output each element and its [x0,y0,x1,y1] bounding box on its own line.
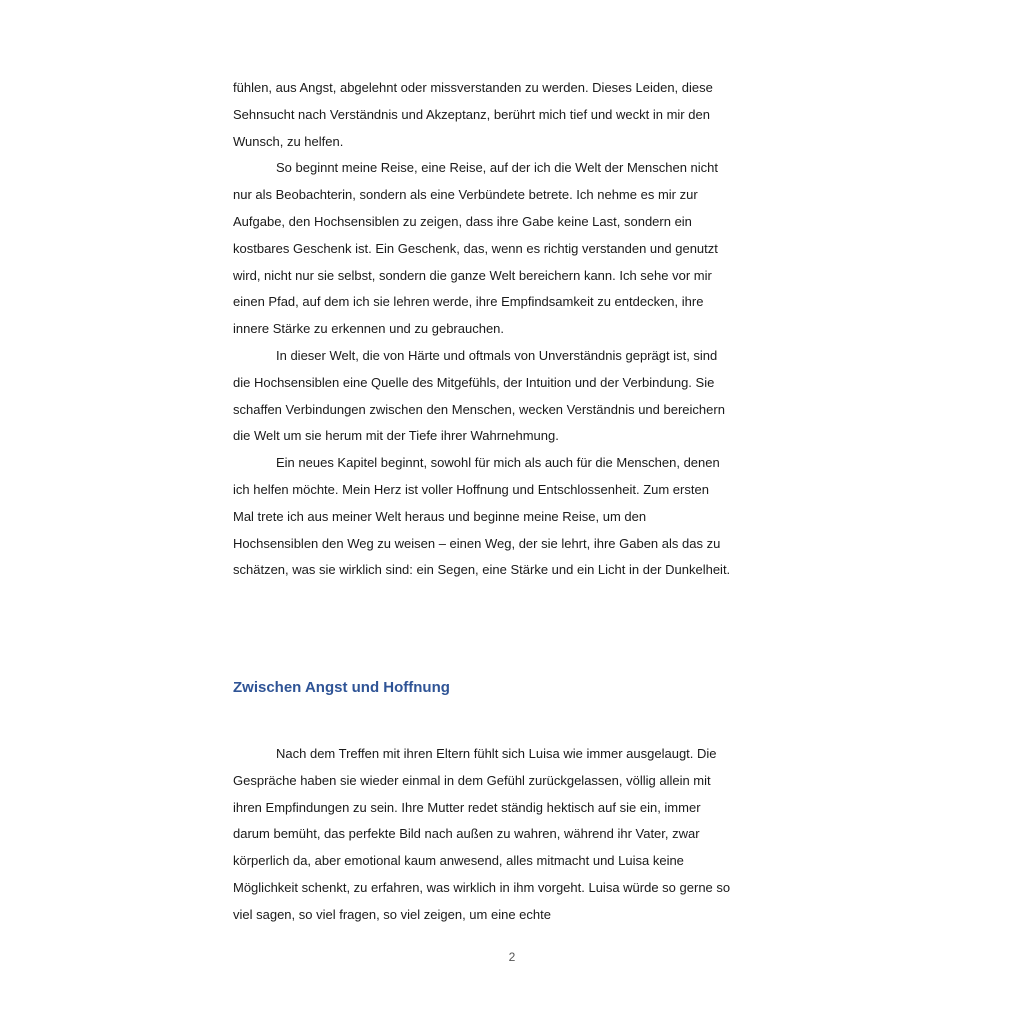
paragraph: Nach dem Treffen mit ihren Eltern fühlt sich Luisa wie immer ausgelaugt. Die Gespräche haben sie wieder einmal in dem Gefühl zurückgelassen, völlig allein mit ihren Empfindungen zu sein. Ihre Mutter redet ständig hektisch auf sie ein, immer darum bemüht, das perfekte Bild nach außen zu wahren, während ihr Vater, zwar körperlich da, aber emotional kaum anwesend, alles mitmacht und Luisa keine Möglichkeit schenkt, zu erfahren, was wirklich in ihm vorgeht. Luisa würde so gerne so viel sagen, so viel fragen, so viel zeigen, um eine echte [233,746,731,922]
paragraph: In dieser Welt, die von Härte und oftmals von Unverständnis geprägt ist, sind die Hochsensiblen eine Quelle des Mitgefühls, der Intuition und der Verbindung. Sie schaffen Verbindungen zwischen den Menschen, wecken Verständnis und bereichern die Welt um sie herum mit der Tiefe ihrer Wahrnehmung. [233,347,725,444]
page-number: 2 [508,950,516,964]
paragraph: So beginnt meine Reise, eine Reise, auf der ich die Welt der Menschen nicht nur als Beobachterin, sondern als eine Verbündete betrete. Ich nehme es mir zur Aufgabe, den Hochsensiblen zu zeigen, dass ihre Gabe keine Last, sondern ein kostbares Geschenk ist. Ein Geschenk, das, wenn es richtig verstanden und genutzt wird, nicht nur sie selbst, sondern die ganze Welt bereichern kann. Ich sehe vor mir einen Pfad, auf dem ich sie lehren werde, ihre Empfindsamkeit zu entdecken, ihre innere Stärke zu erkennen und zu gebrauchen. [233,160,719,337]
paragraph: Ein neues Kapitel beginnt, sowohl für mich als auch für die Menschen, denen ich helfen möchte. Mein Herz ist voller Hoffnung und Entschlossenheit. Zum ersten Mal trete ich aus meiner Welt heraus und beginne meine Reise, um den Hochsensiblen den Weg zu weisen – einen Weg, der sie lehrt, ihre Gaben als das zu schätzen, was sie wirklich sind: ein Segen, eine Stärke und ein Licht in der Dunkelheit. [233,455,731,578]
section-heading: Zwischen Angst und Hoffnung [233,679,450,696]
body-text-section [233,741,733,929]
paragraph: fühlen, aus Angst, abgelehnt oder missverstanden zu werden. Dieses Leiden, diese Sehnsucht nach Verständnis und Akzeptanz, berührt mich tief und weckt in mir den Wunsch, zu helfen. [233,80,713,149]
body-text-section [233,75,733,584]
